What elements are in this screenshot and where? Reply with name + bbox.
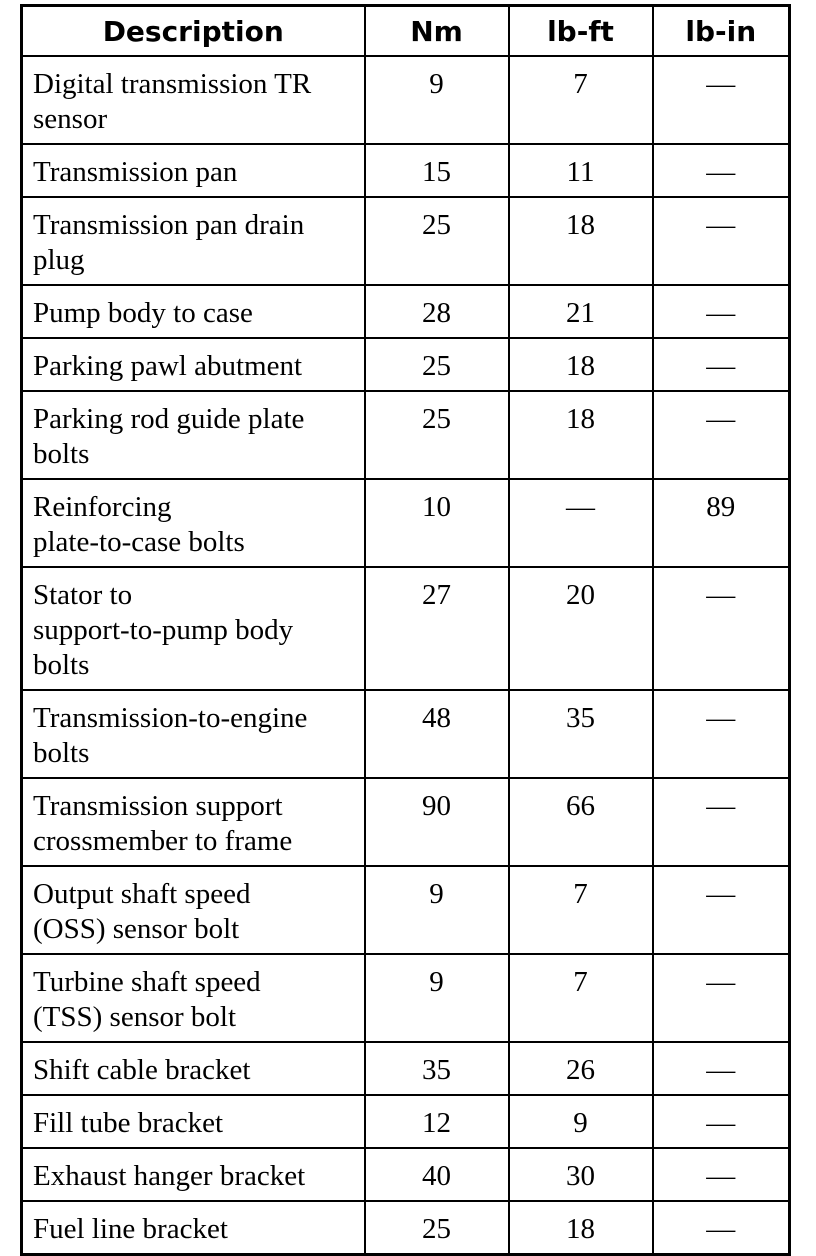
header-lb-ft: lb-ft xyxy=(509,6,653,57)
lb-in-cell: 89 xyxy=(653,479,790,567)
header-lb-in: lb-in xyxy=(653,6,790,57)
lb-in-cell: — xyxy=(653,1095,790,1148)
nm-cell: 25 xyxy=(365,197,509,285)
lb-in-cell: — xyxy=(653,866,790,954)
table-row xyxy=(22,1148,790,1201)
lb-in-cell: — xyxy=(653,338,790,391)
description-line: Pump body to case xyxy=(33,297,253,329)
nm-cell: 25 xyxy=(365,1201,509,1255)
description-cell xyxy=(22,285,365,338)
lb-ft-cell: 18 xyxy=(509,338,653,391)
nm-cell: 48 xyxy=(365,690,509,778)
description-line: Transmission pan drain xyxy=(33,209,305,241)
lb-ft-cell: 30 xyxy=(509,1148,653,1201)
description-line: Transmission-to-engine xyxy=(33,702,308,734)
description-cell xyxy=(22,778,365,866)
lb-in-cell: — xyxy=(653,285,790,338)
lb-in-cell: — xyxy=(653,567,790,690)
nm-cell: 28 xyxy=(365,285,509,338)
table-row xyxy=(22,391,790,479)
lb-ft-cell: 7 xyxy=(509,56,653,144)
description-line: Output shaft speed xyxy=(33,878,251,910)
description-line: plug xyxy=(33,244,85,276)
nm-cell: 90 xyxy=(365,778,509,866)
description-line: Exhaust hanger bracket xyxy=(33,1160,306,1192)
table-row xyxy=(22,285,790,338)
description-line: bolts xyxy=(33,649,90,681)
description-line: bolts xyxy=(33,438,90,470)
description-cell xyxy=(22,338,365,391)
description-cell xyxy=(22,866,365,954)
lb-ft-cell: 26 xyxy=(509,1042,653,1095)
nm-cell: 9 xyxy=(365,56,509,144)
nm-cell: 10 xyxy=(365,479,509,567)
table-row xyxy=(22,1042,790,1095)
description-line: Transmission support xyxy=(33,790,283,822)
description-line: crossmember to frame xyxy=(33,825,293,857)
lb-in-cell: — xyxy=(653,56,790,144)
lb-ft-cell: 20 xyxy=(509,567,653,690)
lb-in-cell: — xyxy=(653,1148,790,1201)
lb-in-cell: — xyxy=(653,197,790,285)
nm-cell: 25 xyxy=(365,338,509,391)
lb-ft-cell: 7 xyxy=(509,954,653,1042)
lb-ft-cell: 35 xyxy=(509,690,653,778)
lb-in-cell: — xyxy=(653,144,790,197)
lb-ft-cell: 21 xyxy=(509,285,653,338)
description-line: Turbine shaft speed xyxy=(33,966,261,998)
description-line: plate-to-case bolts xyxy=(33,526,245,558)
nm-cell: 9 xyxy=(365,954,509,1042)
description-line: (TSS) sensor bolt xyxy=(33,1001,236,1033)
lb-ft-cell: 66 xyxy=(509,778,653,866)
lb-in-cell: — xyxy=(653,1201,790,1255)
description-line: Transmission pan xyxy=(33,156,238,188)
header-row xyxy=(22,6,790,57)
nm-cell: 27 xyxy=(365,567,509,690)
description-cell xyxy=(22,144,365,197)
table-row xyxy=(22,144,790,197)
description-line: sensor xyxy=(33,103,108,135)
lb-in-cell: — xyxy=(653,690,790,778)
lb-ft-cell: 18 xyxy=(509,391,653,479)
description-line: (OSS) sensor bolt xyxy=(33,913,240,945)
description-cell xyxy=(22,391,365,479)
lb-ft-cell: 7 xyxy=(509,866,653,954)
table-row xyxy=(22,56,790,144)
description-line: Parking pawl abutment xyxy=(33,350,303,382)
description-cell xyxy=(22,567,365,690)
lb-ft-cell: 18 xyxy=(509,197,653,285)
description-cell xyxy=(22,56,365,144)
table-row xyxy=(22,567,790,690)
table-row xyxy=(22,866,790,954)
description-cell xyxy=(22,954,365,1042)
description-cell xyxy=(22,1095,365,1148)
table-row xyxy=(22,1201,790,1255)
description-cell xyxy=(22,690,365,778)
nm-cell: 40 xyxy=(365,1148,509,1201)
table-body xyxy=(22,56,790,1255)
description-line: Fill tube bracket xyxy=(33,1107,224,1139)
description-cell xyxy=(22,1042,365,1095)
header-description: Description xyxy=(22,6,365,57)
table-row xyxy=(22,690,790,778)
description-line: Fuel line bracket xyxy=(33,1213,228,1245)
lb-in-cell: — xyxy=(653,954,790,1042)
lb-in-cell: — xyxy=(653,391,790,479)
description-line: Parking rod guide plate xyxy=(33,403,305,435)
nm-cell: 35 xyxy=(365,1042,509,1095)
lb-ft-cell: 18 xyxy=(509,1201,653,1255)
lb-in-cell: — xyxy=(653,778,790,866)
table-row xyxy=(22,197,790,285)
description-cell xyxy=(22,1148,365,1201)
nm-cell: 15 xyxy=(365,144,509,197)
description-line: support-to-pump body xyxy=(33,614,294,646)
description-cell xyxy=(22,479,365,567)
torque-spec-table xyxy=(20,4,791,1256)
description-line: Shift cable bracket xyxy=(33,1054,251,1086)
nm-cell: 12 xyxy=(365,1095,509,1148)
header-nm: Nm xyxy=(365,6,509,57)
table-header xyxy=(22,6,790,57)
description-cell xyxy=(22,1201,365,1255)
description-line: bolts xyxy=(33,737,90,769)
lb-ft-cell: 9 xyxy=(509,1095,653,1148)
table-row xyxy=(22,479,790,567)
table-row xyxy=(22,1095,790,1148)
lb-ft-cell: 11 xyxy=(509,144,653,197)
description-line: Stator to xyxy=(33,579,133,611)
table-row xyxy=(22,778,790,866)
nm-cell: 9 xyxy=(365,866,509,954)
description-cell xyxy=(22,197,365,285)
lb-in-cell: — xyxy=(653,1042,790,1095)
table-row xyxy=(22,954,790,1042)
lb-ft-cell: — xyxy=(509,479,653,567)
nm-cell: 25 xyxy=(365,391,509,479)
description-line: Digital transmission TR xyxy=(33,68,312,100)
description-line: Reinforcing xyxy=(33,491,172,523)
table-row xyxy=(22,338,790,391)
